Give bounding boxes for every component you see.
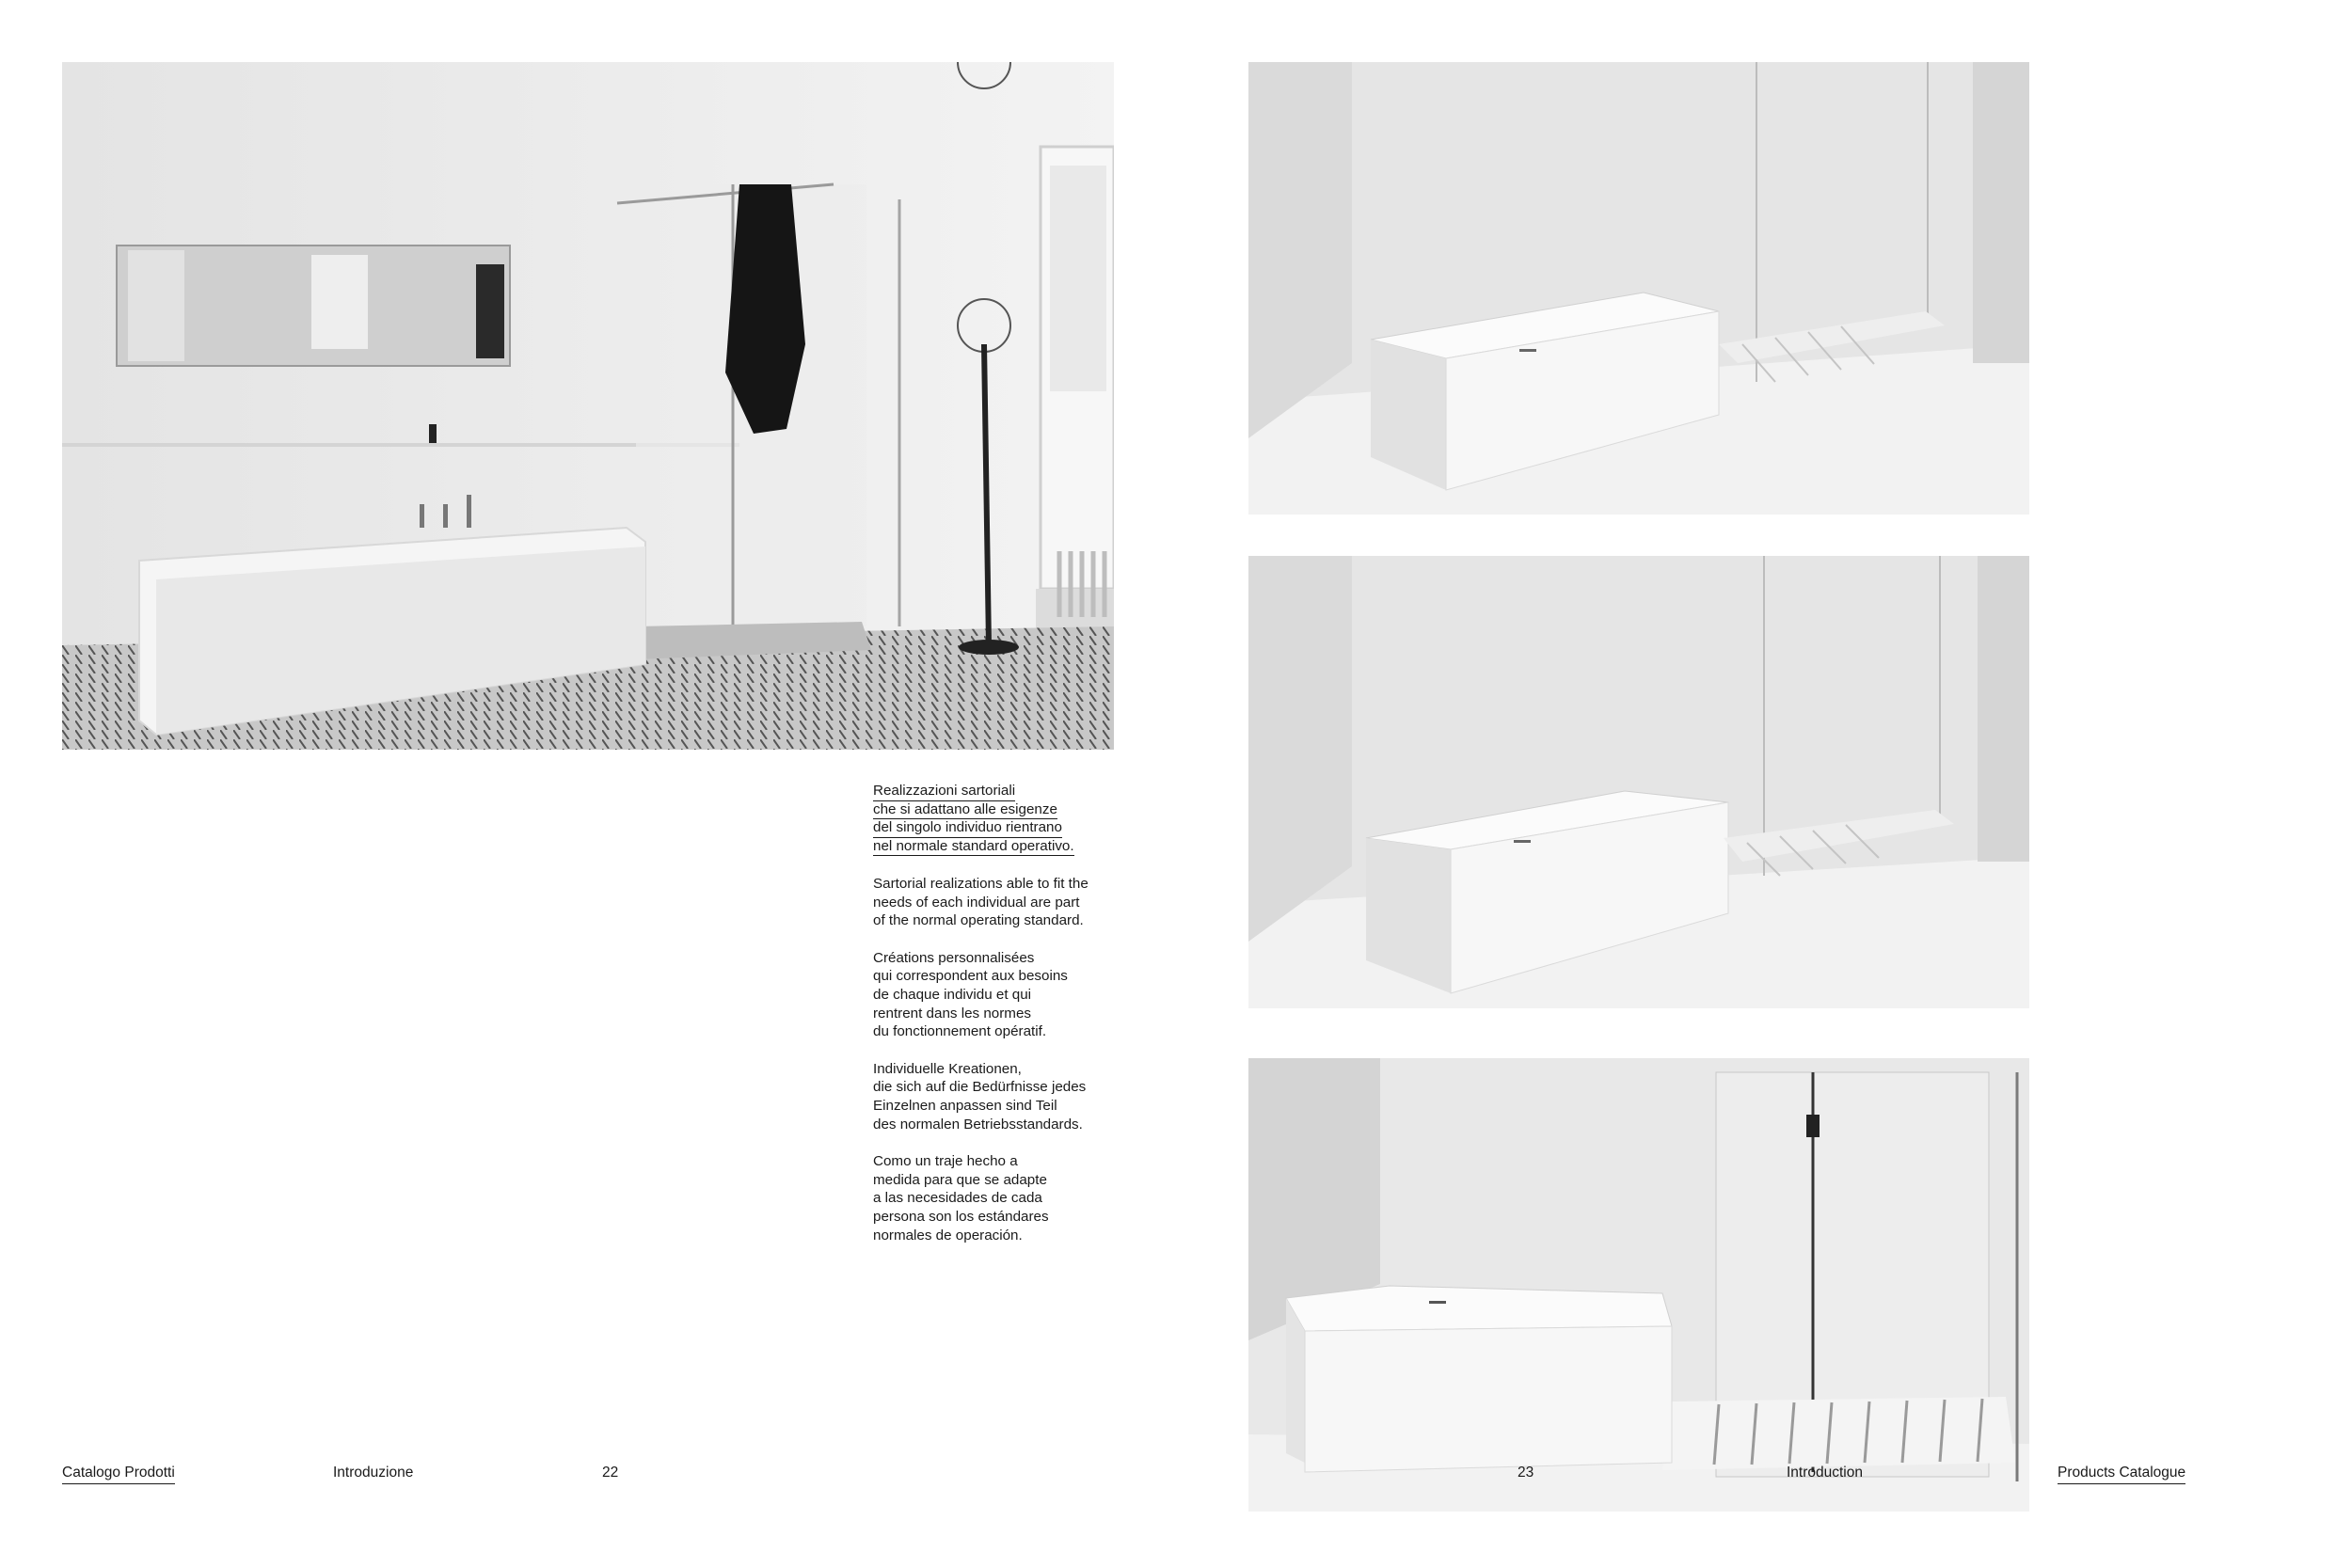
spanish-description: Como un traje hecho a medida para que se adapte a las necesidades de cada persona son los estándares normales de operación. <box>873 1153 1049 1243</box>
bathtub-photo-3 <box>1248 1058 2029 1512</box>
footer-section-right: Introduction <box>1787 1465 1863 1481</box>
page-number-left: 22 <box>602 1465 619 1481</box>
italian-description: Realizzazioni sartoriali che si adattano alle esigenze del singolo individuo rientrano nel normale standard operativo. <box>873 783 1118 856</box>
bathtub-photo-1 <box>1248 62 2029 515</box>
main-bathroom-photo <box>62 62 1114 750</box>
page-number-right: 23 <box>1518 1465 1534 1481</box>
bathtub-photo-2 <box>1248 556 2029 1008</box>
english-description: Sartorial realizations able to fit the needs of each individual are part of the normal operating standard. <box>873 876 1089 929</box>
footer-catalogue-left: Catalogo Prodotti <box>62 1464 175 1484</box>
german-description: Individuelle Kreationen, die sich auf die Bedürfnisse jedes Einzelnen anpassen sind Teil des normalen Betriebsstandards. <box>873 1060 1087 1132</box>
footer-section-left: Introduzione <box>333 1465 414 1481</box>
description-text-column <box>873 783 1118 1263</box>
french-description: Créations personnalisées qui correspondent aux besoins de chaque individu et qui rentrent dans les normes du fonctionnement opératif. <box>873 949 1068 1040</box>
footer-catalogue-right: Products Catalogue <box>2058 1464 2185 1484</box>
